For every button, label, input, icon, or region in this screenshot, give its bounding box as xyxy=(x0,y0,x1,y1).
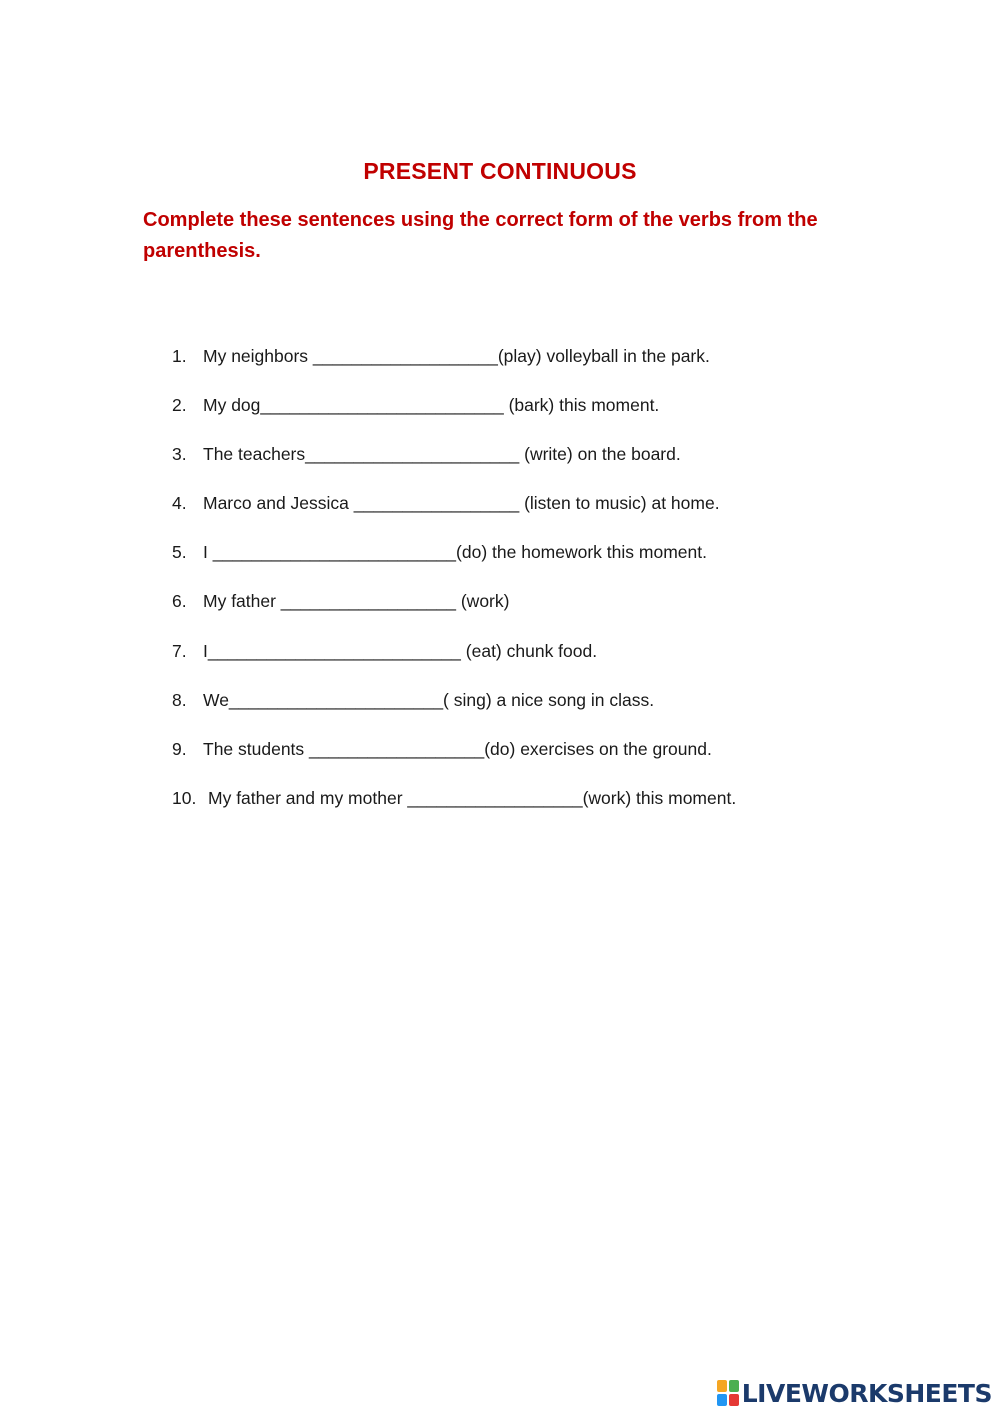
logo-square xyxy=(717,1394,727,1406)
exercise-item-8 xyxy=(172,687,892,736)
exercise-item-5 xyxy=(172,539,892,588)
item-number: 7. xyxy=(172,640,187,661)
item-text: We______________________( sing) a nice song in class. xyxy=(203,689,655,710)
item-text: I__________________________ (eat) chunk food. xyxy=(203,640,598,661)
logo-square xyxy=(717,1380,727,1392)
worksheet-title: PRESENT CONTINUOUS xyxy=(363,158,637,184)
item-text: My father and my mother __________________(work) this moment. xyxy=(208,787,737,808)
liveworksheets-logo-icon xyxy=(717,1380,739,1406)
exercise-item-3 xyxy=(172,441,892,490)
item-number: 10. xyxy=(172,787,197,808)
worksheet-instructions: Complete these sentences using the correct form of the verbs from the parenthesis. xyxy=(143,209,818,262)
liveworksheets-logo[interactable] xyxy=(717,1376,992,1410)
exercise-list xyxy=(172,343,892,834)
exercise-item-9 xyxy=(172,736,892,785)
exercise-item-2 xyxy=(172,392,892,441)
item-text: My father __________________ (work) xyxy=(203,591,510,612)
item-text: The students __________________(do) exercises on the ground. xyxy=(203,738,712,759)
exercise-item-4 xyxy=(172,490,892,539)
item-number: 3. xyxy=(172,444,187,465)
exercise-item-1 xyxy=(172,343,892,392)
exercise-item-7 xyxy=(172,638,892,687)
item-text: My neighbors ___________________(play) volleyball in the park. xyxy=(203,346,710,366)
item-number: 1. xyxy=(172,346,187,366)
item-number: 9. xyxy=(172,738,187,759)
exercise-item-6 xyxy=(172,588,892,637)
item-number: 6. xyxy=(172,591,187,612)
item-number: 4. xyxy=(172,493,187,514)
item-number: 8. xyxy=(172,689,187,710)
logo-square xyxy=(729,1380,739,1392)
item-text: Marco and Jessica _________________ (listen to music) at home. xyxy=(203,493,720,514)
item-number: 2. xyxy=(172,395,187,416)
item-number: 5. xyxy=(172,542,187,563)
liveworksheets-brand-text: LIVEWORKSHEETS xyxy=(741,1378,992,1408)
item-text: I _________________________(do) the homework this moment. xyxy=(203,542,707,563)
item-text: My dog_________________________ (bark) this moment. xyxy=(203,395,660,416)
exercise-item-10 xyxy=(172,785,892,834)
item-text: The teachers______________________ (write) on the board. xyxy=(203,444,681,465)
logo-square xyxy=(729,1394,739,1406)
